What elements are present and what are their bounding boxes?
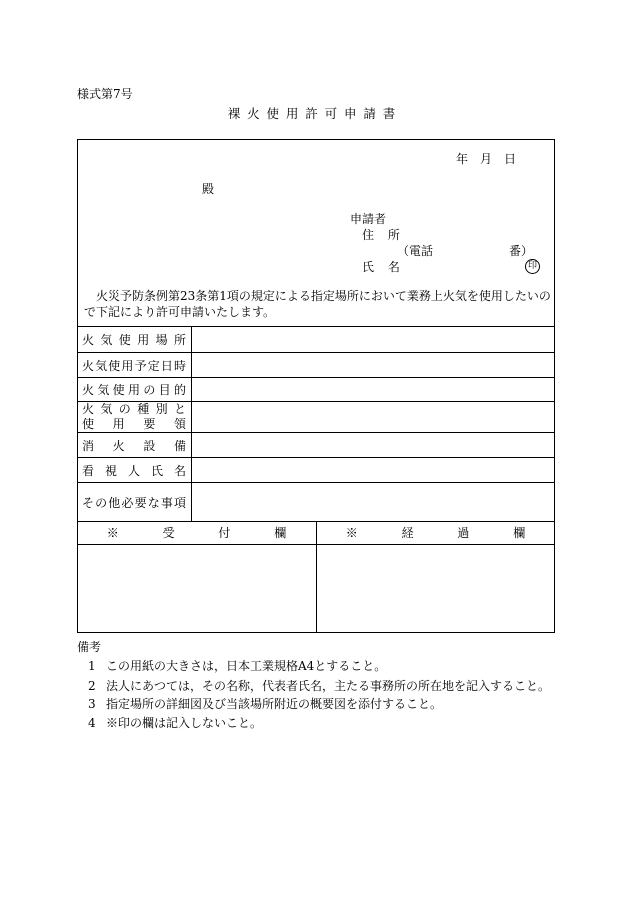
reception-column-header: ※ 受 付 欄 <box>106 526 287 540</box>
label-column-divider <box>191 326 192 521</box>
seal-mark: 印 <box>525 259 540 274</box>
row-label-schedule: 火気使用予定日時 <box>82 358 186 373</box>
row-label-extinguishing-equipment: 消火設備 <box>82 438 186 453</box>
document-title: 裸火使用許可申請書 <box>227 106 403 121</box>
note-item: 2 法人にあつては，その名称，代表者氏名，主たる事務所の所在地を記入すること。 <box>88 679 551 693</box>
notes-heading: 備考 <box>77 640 102 654</box>
form-number: 様式第7号 <box>77 87 133 101</box>
note-item: 3 指定場所の詳細図及び当該場所附近の概要図を添付すること。 <box>88 697 443 711</box>
address-label: 住 所 <box>362 228 400 242</box>
date-field: 年 月 日 <box>456 152 517 166</box>
phone-label: （電話 <box>397 244 434 258</box>
phone-suffix: 番） <box>509 244 534 258</box>
name-label: 氏 名 <box>362 260 400 274</box>
applicant-label: 申請者 <box>350 212 387 226</box>
row-label-other-matters: その他必要な事項 <box>82 495 186 510</box>
row-label-type-and-method: 火気の種別と 使用要領 <box>82 402 186 431</box>
row-label-purpose: 火気使用の目的 <box>82 383 186 397</box>
request-statement: 火災予防条例第23条第1項の規定による指定場所において業務上火気を使用したいので下記により許可申請いたします。 <box>84 289 551 319</box>
note-item: 1 この用紙の大きさは，日本工業規格A4とすること。 <box>88 659 387 673</box>
addressee-suffix: 殿 <box>202 182 215 196</box>
row-label-location: 火気使用場所 <box>82 333 186 347</box>
progress-column-header: ※ 経 過 欄 <box>345 526 526 540</box>
note-item: 4 ※印の欄は記入しないこと。 <box>88 716 263 730</box>
row-label-watcher-name: 看視人氏名 <box>82 463 186 478</box>
